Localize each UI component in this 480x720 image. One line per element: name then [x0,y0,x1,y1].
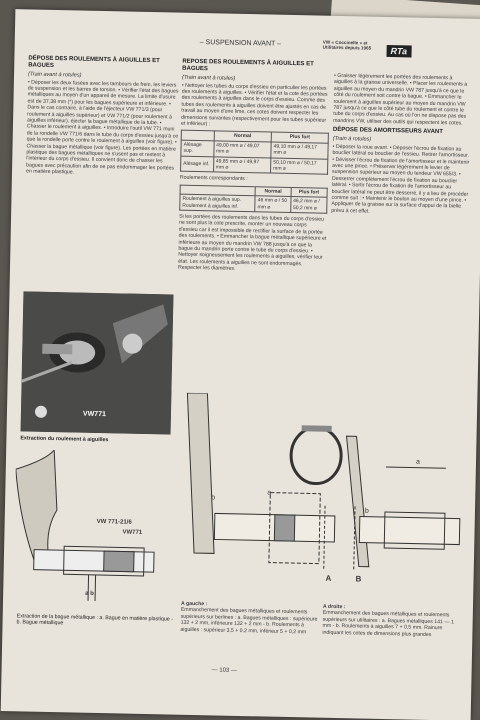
figure-emmanchement [173,393,467,589]
caption-right-text: Emmanchement des bagues métalliques et roulements supérieurs sur utilitaires : a. Bagues métalliques 141 — 1 mm - b. Roulements à aiguilles 7 + 0,5 mm. Rainure indiquant les cotes de dimensions plus grandes [322,610,454,638]
photo-extraction-roulement [21,291,174,434]
document-page [1,9,480,720]
diagram-label-B: B [355,574,362,584]
section-title: – SUSPENSION AVANT – [199,39,282,48]
subheading-3: (Train à rotules) [332,136,372,143]
figure-3-drawing [173,393,467,589]
photo-1-caption: Extraction du roulement à aiguilles [20,435,109,444]
paragraph-3b: • Déposer la roue avant. • Déposer l'écrou de fixation au bouclier latéral ou bouclier de l'essieu. Retirer l'amortisseur. • Dévisser l'écrou de fixation de l'amortisseur et le maintenir avec une pince. • Préserver légèrement le levier de suspension supérieur au moyen du tendeur VW 655/3. • Desserrer complètement l'écrou de fixation au bouclier latéral. • Sortir l'écrou de fixation de l'amortisseur au bouclier latéral ne peut être desserré, il y a lieu de procéder comme suit : • Maintenir le boulon au moyen d'une pince. • Appliquer de la graisse sur la surface d'appui de la bielle prévu à cet effet. [331,143,470,215]
table-roulements: Normal Plus fort Roulement à aiguilles sup. Roulement à aiguilles inf. 46 mm ⌀ / 50 mm ⌀ 46,2 mm ⌀ / 50,2 mm ⌀ [179,184,328,213]
diagram-label-b-left: b [211,494,216,502]
table-alesage: Normal Plus fort Alésage sup. 49,00 mm ⌀ / 49,07 mm ⌀ 49,10 mm ⌀ / 49,17 mm ⌀ Alésage inf. 49,85 mm ⌀ / 49,97 mm ⌀ 50,10 mm ⌀ / 50,17 mm ⌀ [180,130,329,175]
column-3 [331,72,472,220]
caption-right-title: A droite : [322,603,346,611]
figure-2-label-ab: a b [85,590,94,597]
rta-logo: RTa [386,41,411,60]
figure-2-label-tool: VW 771-21/6 [96,518,132,526]
vehicle-label: VW « Coccinelle » et Utilitaires depuis 1965 [322,39,372,52]
diagram-label-a-right: a [415,458,420,466]
heading-repose-roulements: REPOSE DES ROULEMENTS À AIGUILLES ET BAGUES [182,58,314,73]
paragraph-3: • Graisser légèrement les portées des roulements à aiguilles à la graisse universelle. • Placer les roulements à aiguilles au moyen du mandrin VW 787 jusqu'à ce que le côté du roulement soit contre la bague. • Emmancher le roulement à aiguilles supérieur au moyen du mandrin VW 787 jusqu'à ce que le côté tube du roulement et contre le tube du corps d'essieu. Au cas où l'on ne dispose pas des mandrins VW, utiliser des outils qui respectent les cotes. [333,72,468,127]
diagram-label-A: A [325,573,332,583]
figure-2-label-vw771: VW771 [122,529,143,536]
table-title: Roulements correspondants : [179,175,248,183]
figure-extraction-bague [13,449,171,612]
diagram-label-b-right: b [364,507,369,515]
paragraph-1: • Déposer les deux fusées avec les tambours de frein, les leviers de suspension et les barres de torsion. • Vérifier l'état des bagues métalliques au moyen d'un appareil de mesure. La limite d'usure est de 37,38 mm (*) pour les bagues supérieure et inférieure. • Dans le cas contraire, à l'aide de l'éjecteur VW 771/3 (pour roulement à aiguilles supérieur) et VW 771/2 (pour roulement à aiguilles inférieur), éjecter la bague métallique de la tube. • Chasser le roulement à aiguilles. • Introduire l'outil VW 771 muni de la rondelle VW 771/6 dans le tube du corps d'essieu jusqu'à ce que la rondelle porte contre le roulement à aiguilles (voir figure). • Chasser la bague métallique (voir figure). Les portées en matière plastique des bagues métalliques ne s'usent pas et restent à l'intérieur du corps d'essieu. Il convient donc de chasser les bagues avec précaution afin de ne pas endommager les portées en matière plastique. [25,78,179,176]
figure-2-drawing [13,449,171,612]
photo-1-label: VW771 [82,410,106,419]
diagram-label-a-left: a [267,489,272,497]
heading-depose-roulements: DÉPOSE DES ROULEMENTS À AIGUILLES ET BAGUES [28,55,160,69]
subheading-1: (Train avant à rotules) [27,71,82,79]
paragraph-2: • Nettoyer les tubes du corps d'essieu en particulier les portées des roulements à aiguilles. • Vérifier l'état et la cote des portées des roulements à aiguilles dans le corps d'essieu. Comme des tubes des roulements à aiguilles doivent être ajustés en cas de travail au moyen d'une lime, ces cotes doivent respecter les dimensions suivantes (respectivement pour les tubes supérieur et inférieur) : [180,82,328,128]
paragraph-2b: Si les portées des roulements dans les tubes du corps d'essieu ne sont plus la cote prescrite, monter un nouveau corps d'essieu car il est impossible de rectifier la surface de la portée des roulements. • Emmancher la bague métallique supérieure et inférieure au moyen du mandrin VW 788 jusqu'à ce que la bague du mandrin porte contre le tube du corps d'essieu. • Nettoyer soigneusement les roulements à aiguilles, vérifier leur état. Les roulements à aiguilles ne sont endommagés. Respecter les diamètres. [177,213,327,273]
photo-2-caption: Extraction de la bague métallique : a. Bague en matière plastique - b. Bague métallique [16,613,174,627]
page-number: — 103 — [211,667,238,674]
caption-right-block [322,604,461,639]
column-1 [26,53,181,181]
column-2 [178,57,331,278]
caption-left-block [180,601,321,636]
subheading-2: (Train avant à rotules) [181,74,236,82]
caption-left-text: Emmanchement des bagues métalliques et roulements supérieurs sur berlines : a. Bagues métalliques : supérieure 132 + 2 mm, inférieure 132 + 2 mm - b. Roulements à aiguilles : supérieur 3,5 + 0,2 mm, inférieur 5 + 0,2 mm [180,607,318,636]
heading-depose-amortisseurs: DÉPOSE DES AMORTISSEURS AVANT [332,127,443,136]
caption-left-title: A gauche : [180,600,208,608]
